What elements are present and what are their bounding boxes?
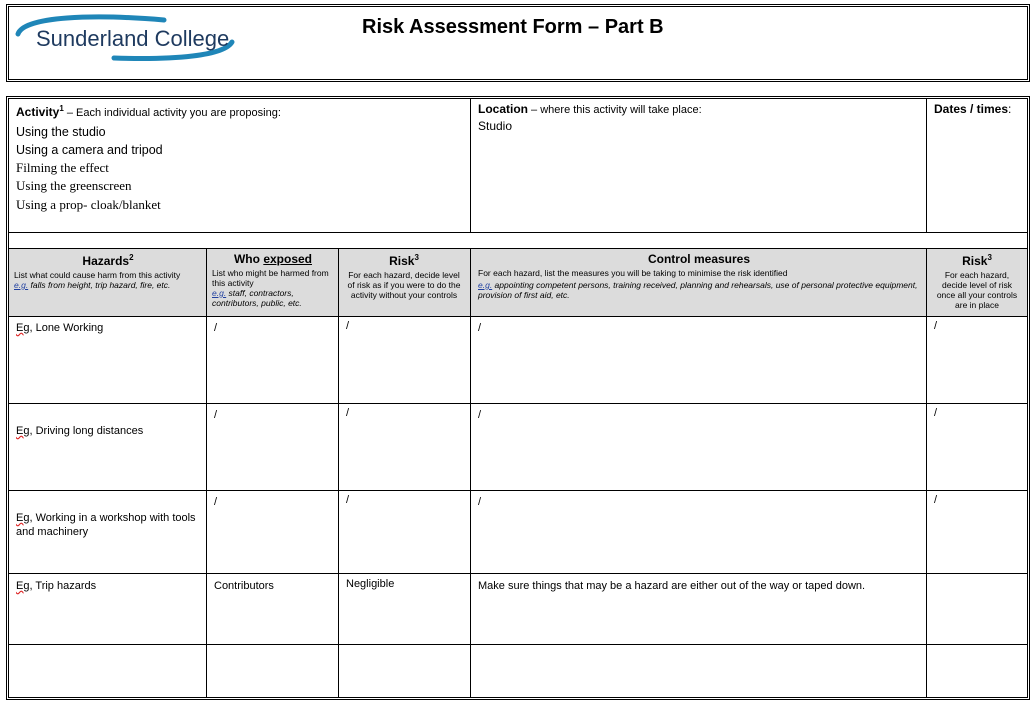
svg-text:Sunderland College: Sunderland College bbox=[36, 26, 230, 51]
risk-header: Risk$^3$ For each hazard, decide level of risk as if you were to do the activity without your controls bbox=[347, 253, 461, 300]
divider bbox=[926, 99, 927, 232]
residual-risk-cell: / bbox=[934, 494, 938, 506]
location-value: Studio bbox=[478, 119, 513, 133]
activity-item: Using a camera and tripod bbox=[16, 143, 163, 157]
divider bbox=[470, 248, 471, 697]
hazard-cell: Eg, Lone Working bbox=[16, 322, 104, 334]
divider bbox=[9, 644, 1027, 645]
who-cell: / bbox=[214, 409, 218, 421]
form-box bbox=[6, 96, 1030, 700]
divider bbox=[9, 232, 1027, 233]
residual-risk-header: Risk$^3$ For each hazard, decide level of risk once all your controls are in place bbox=[936, 253, 1018, 310]
hazard-cell: Eg, Driving long distances bbox=[16, 425, 144, 437]
hazard-cell: Eg, Trip hazards bbox=[16, 580, 97, 592]
activity-item: Filming the effect bbox=[16, 160, 109, 175]
who-cell: Contributors bbox=[214, 580, 274, 592]
risk-cell: Negligible bbox=[346, 578, 395, 590]
divider bbox=[206, 248, 207, 697]
divider bbox=[9, 316, 1027, 317]
divider bbox=[9, 573, 1027, 574]
dates-heading: Dates / times: bbox=[934, 102, 1012, 116]
divider bbox=[470, 99, 471, 232]
location-heading: Location – where this activity will take place: bbox=[478, 102, 702, 116]
divider bbox=[926, 248, 927, 697]
sunderland-college-logo bbox=[14, 12, 238, 64]
divider bbox=[338, 248, 339, 697]
activity-item: Using the studio bbox=[16, 125, 106, 139]
who-cell: / bbox=[214, 496, 218, 508]
hazard-cell: Eg, Working in a workshop with tools and machinery bbox=[16, 512, 196, 538]
page-title: Risk Assessment Form – Part B bbox=[362, 16, 664, 38]
control-cell: / bbox=[478, 496, 482, 508]
hazards-header: Hazards$^2$ List what could cause harm from this activity e.g. falls from height, trip hazard, fire, etc. bbox=[14, 253, 181, 290]
risk-cell: / bbox=[346, 320, 350, 332]
control-cell: Make sure things that may be a hazard are either out of the way or taped down. bbox=[478, 580, 866, 592]
control-cell: / bbox=[478, 409, 482, 421]
divider bbox=[9, 403, 1027, 404]
divider bbox=[9, 490, 1027, 491]
activity-item: Using the greenscreen bbox=[16, 178, 132, 193]
who-exposed-header: Who exposed List who might be harmed from this activity e.g. staff, contractors, contributors, public, etc. bbox=[212, 252, 329, 308]
activity-item: Using a prop- cloak/blanket bbox=[16, 197, 161, 212]
activity-heading: Activity$^1$ – Each individual activity you are proposing: bbox=[16, 104, 281, 119]
risk-cell: / bbox=[346, 494, 350, 506]
control-measures-header: Control measures For each hazard, list the measures you will be taking to minimise the risk identified e.g. appointing competent persons, training received, planning and rehearsals, use of personal protective equipment, provision of first aid, etc. bbox=[478, 252, 918, 300]
who-cell: / bbox=[214, 322, 218, 334]
control-cell: / bbox=[478, 322, 482, 334]
residual-risk-cell: / bbox=[934, 407, 938, 419]
risk-cell: / bbox=[346, 407, 350, 419]
divider bbox=[9, 248, 1027, 249]
residual-risk-cell: / bbox=[934, 320, 938, 332]
